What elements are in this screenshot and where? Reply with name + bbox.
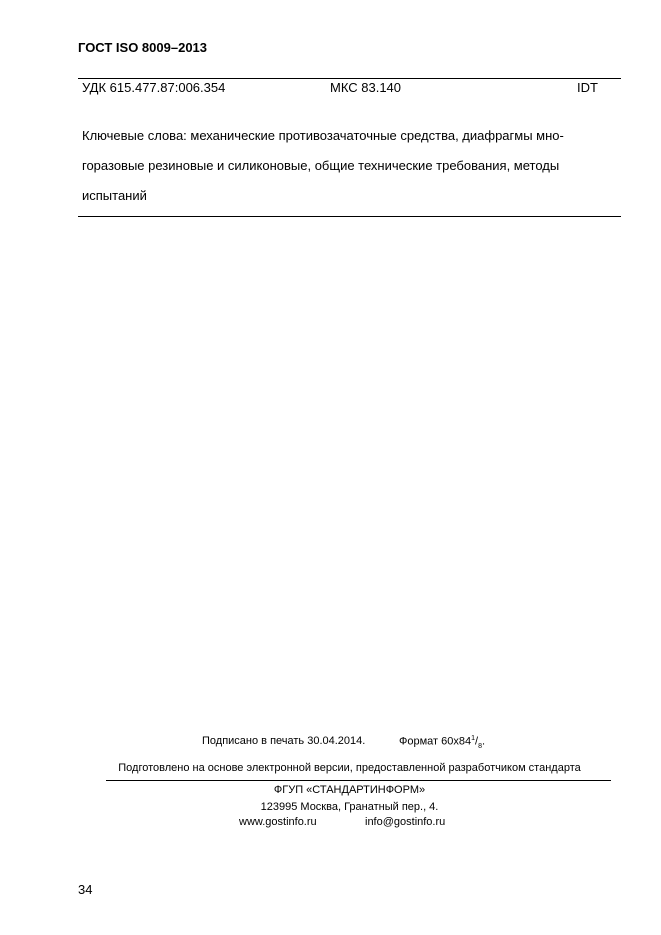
- idt-marker: IDT: [577, 80, 598, 95]
- keywords-block: [82, 121, 602, 211]
- keywords-line: испытаний: [82, 188, 147, 203]
- classification-row: [82, 80, 598, 96]
- paper-format: Формат $60х84^1/_8$.: [399, 735, 486, 750]
- keywords-divider: [78, 216, 621, 217]
- contact-row: [78, 816, 621, 830]
- document-code: ГОСТ ISO 8009–2013: [78, 40, 208, 55]
- format-suffix: .: [481, 735, 486, 748]
- publisher-name: ФГУП «СТАНДАРТИНФОРМ»: [273, 784, 426, 796]
- keywords-line: горазовые резиновые и силиконовые, общие технические требования, методы: [82, 158, 560, 173]
- mks-code: МКС 83.140: [330, 80, 402, 95]
- publisher-address: 123995 Москва, Гранатный пер., 4.: [260, 801, 439, 813]
- signed-date: Подписано в печать 30.04.2014.: [202, 735, 366, 747]
- website-link[interactable]: www.gostinfo.ru: [239, 816, 317, 828]
- top-divider: [78, 78, 621, 79]
- format-label: Формат 60х84: [399, 735, 472, 748]
- keywords-line: Ключевые слова: механические противозачаточные средства, диафрагмы мно-: [82, 128, 564, 143]
- page-number: 34: [78, 882, 93, 897]
- imprint-divider: [106, 780, 611, 781]
- format-denominator: 8: [478, 742, 482, 750]
- prepared-note: Подготовлено на основе электронной версии, предоставленной разработчиком стандарта: [118, 762, 581, 774]
- udk-code: УДК 615.477.87:006.354: [82, 80, 226, 95]
- format-numerator: 1: [471, 735, 476, 742]
- email-link[interactable]: info@gostinfo.ru: [365, 816, 446, 828]
